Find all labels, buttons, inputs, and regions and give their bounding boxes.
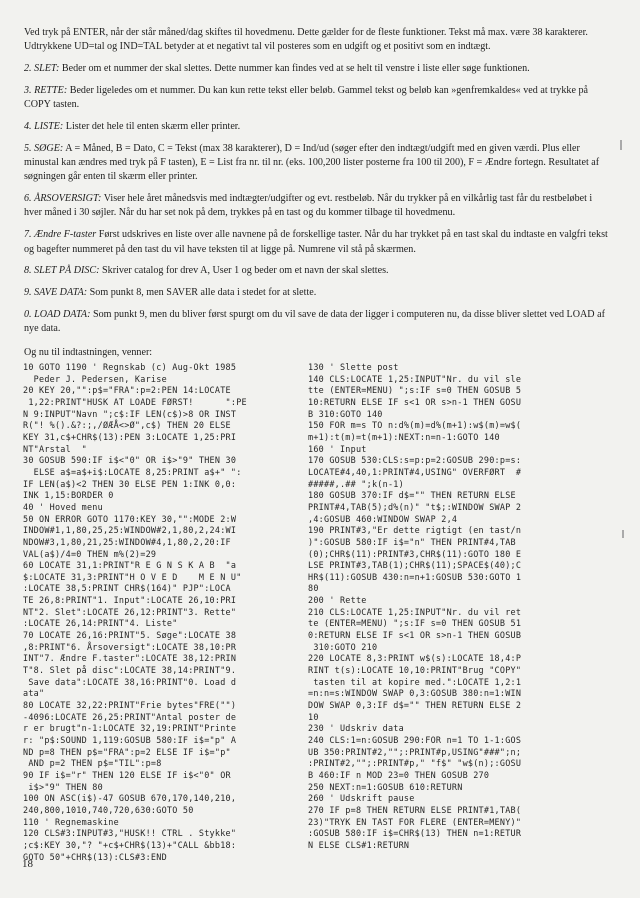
- item-label: 8. SLET PÅ DISC:: [24, 265, 100, 277]
- item-text: Først udskrives en liste over alle navnene på de forskellige taster. Når du har trykket på en tast skal du indtaste en valgfri tekst og bagefter nummeret på den tast du vil have teksten til at ligge på. Numrene vil stå på skærmen.: [24, 229, 608, 255]
- code-line: IF LEN(a$)<2 THEN 30 ELSE PEN 1:INK 0,0:: [23, 478, 237, 489]
- code-line: 240,800,1010,740,720,630:GOTO 50: [23, 804, 194, 815]
- code-line: :LOCATE 38,5:PRINT CHR$(164)" PJP":LOCA: [23, 583, 231, 594]
- code-line: 30 GOSUB 590:IF i$<"0" OR i$>"9" THEN 30: [23, 455, 237, 466]
- code-line: HR$(11):GOSUB 430:n=n+1:GOSUB 530:GOTO 1: [308, 571, 522, 582]
- code-line: tasten til at kopire med.":LOCATE 1,2:1: [308, 676, 522, 687]
- code-line: NT"2. Slet":LOCATE 26,12:PRINT"3. Rette": [23, 606, 237, 617]
- binding-mark: [620, 140, 622, 150]
- listing-intro: Og nu til indtastningen, venner:: [24, 346, 153, 358]
- code-listing-left: [23, 362, 247, 863]
- code-line: 150 FOR m=s TO n:d%(m)=d%(m+1):w$(m)=w$(: [308, 420, 522, 431]
- code-line: ,8:PRINT"6. Årsoversigt":LOCATE 38,10:PR: [23, 641, 237, 652]
- code-line: 110 ' Regnemaskine: [23, 816, 119, 827]
- code-line: INK 1,15:BORDER 0: [23, 490, 114, 501]
- code-line: 200 ' Rette: [308, 595, 367, 606]
- code-line: 100 ON ASC(i$)-47 GOSUB 670,170,140,210,: [23, 793, 237, 804]
- code-line: B 310:GOTO 140: [308, 408, 383, 419]
- item-text: Beder ligeledes om et nummer. Du kan kun rette tekst eller beløb. Gammel tekst og beløb kan »genfremkaldes« ved at trykke på COPY tasten.: [24, 84, 588, 111]
- code-line: 90 IF i$="r" THEN 120 ELSE IF i$<"0" OR: [23, 769, 231, 780]
- code-line: PRINT#4,TAB(5);d%(n)" "t$;:WINDOW SWAP 2: [308, 501, 522, 512]
- item-soege: [24, 142, 609, 185]
- code-line: 270 IF p=8 THEN RETURN ELSE PRINT#1,TAB(: [308, 804, 522, 815]
- article-text: [24, 26, 609, 367]
- code-line: ata": [23, 688, 45, 699]
- code-line: RINT t(s):LOCATE 10,10:PRINT"Brug "COPY": [308, 665, 522, 676]
- code-line: 250 NEXT:n=1:GOSUB 610:RETURN: [308, 781, 463, 792]
- item-text: Som punkt 8, men SAVER alle data i stedet for at slette.: [87, 287, 317, 299]
- code-line: INDOW#1,1,80,25,25:WINDOW#2,1,80,2,24:WI: [23, 525, 237, 536]
- item-rette: [24, 84, 609, 113]
- item-text: Lister det hele til enten skærm eller printer.: [63, 120, 241, 132]
- code-line: DOW SWAP 0,3:IF d$="" THEN RETURN ELSE 2: [308, 700, 522, 711]
- code-line: :GOSUB 580:IF i$=CHR$(13) THEN n=1:RETUR: [308, 828, 522, 839]
- code-line: 80: [308, 583, 319, 594]
- code-line: tte (ENTER=MENU) ";s:IF s=0 THEN GOSUB 5: [308, 385, 522, 396]
- item-aarsoversigt: [24, 192, 609, 221]
- code-line: 70 LOCATE 26,16:PRINT"5. Søge":LOCATE 38: [23, 630, 237, 641]
- item-label: 2. SLET:: [24, 63, 60, 75]
- code-line: 40 ' Hoved menu: [23, 501, 103, 512]
- item-save-data: [24, 286, 609, 300]
- code-line: 20 KEY 20,"":p$="FRA":p=2:PEN 14:LOCATE: [23, 385, 231, 396]
- page-number: 18: [22, 858, 33, 870]
- code-line: 310:GOTO 210: [308, 641, 378, 652]
- item-label: 9. SAVE DATA:: [24, 287, 88, 299]
- code-line: INT"7. Ændre F.taster":LOCATE 38,12:PRIN: [23, 653, 237, 664]
- code-line: 120 CLS#3:INPUT#3,"HUSK!! CTRL . Stykke": [23, 828, 237, 839]
- item-label: 0. LOAD DATA:: [24, 308, 91, 320]
- code-line: -4096:LOCATE 26,25:PRINT"Antal poster de: [23, 711, 237, 722]
- code-line: )":GOSUB 580:IF i$="n" THEN PRINT#4,TAB: [308, 536, 516, 547]
- item-text: Som punkt 9, men du bliver først spurgt om du vil save de data der ligger i computeren nu, da disse bliver slettet ved LOAD af nye data.: [24, 308, 605, 335]
- code-line: B 460:IF n MOD 23=0 THEN GOSUB 270: [308, 769, 490, 780]
- code-line: 140 CLS:LOCATE 1,25:INPUT"Nr. du vil sle: [308, 373, 522, 384]
- code-line: $:LOCATE 31,3:PRINT"H O V E D M E N U": [23, 571, 242, 582]
- item-text: Viser hele året månedsvis med indtægter/udgifter og evt. restbeløb. Når du trykker på en vilkårlig tast får du restbeløbet i hver måned i 30 søjler. Når du har set nok på dem, trykkes på en tast og du kommer tilbage til hovedmenu.: [24, 193, 593, 219]
- code-line: :PRINT#2,"";:PRINT#p," "f$" "w$(n);:GOSU: [308, 758, 522, 769]
- item-aendre-f-taster: [24, 228, 609, 257]
- code-line: 0:RETURN ELSE IF s<1 OR s>n-1 THEN GOSUB: [308, 630, 522, 641]
- code-line: =n:n=s:WINDOW SWAP 0,3:GOSUB 380:n=1:WIN: [308, 688, 522, 699]
- code-line: 160 ' Input: [308, 443, 367, 454]
- code-line: ,4:GOSUB 460:WINDOW SWAP 2,4: [308, 513, 458, 524]
- code-line: 240 CLS:1=n:GOSUB 290:FOR n=1 TO 1-1:GOS: [308, 735, 522, 745]
- code-line: ELSE a$=a$+i$:LOCATE 8,25:PRINT a$+" ":: [23, 466, 242, 477]
- code-line: KEY 31,c$+CHR$(13):PEN 3:LOCATE 1,25:PRI: [23, 431, 237, 442]
- code-line: r: "p$:SOUND 1,119:GOSUB 580:IF i$="p" A: [23, 735, 237, 745]
- code-line: 260 ' Udskrift pause: [308, 793, 415, 804]
- item-load-data: [24, 308, 609, 337]
- code-line: NDOW#3,1,80,21,25:WINDOW#4,1,80,2,20:IF: [23, 536, 231, 547]
- code-line: 10: [308, 711, 319, 722]
- code-line: 130 ' Slette post: [308, 362, 399, 372]
- item-liste: [24, 120, 609, 134]
- code-line: 1,22:PRINT"HUSK AT LOADE FØRST! ":PE: [23, 396, 247, 407]
- code-line: ;c$:KEY 30,"? "+c$+CHR$(13)+"CALL &bb18:: [23, 839, 237, 850]
- code-line: VAL(a$)/4=0 THEN m%(2)=29: [23, 548, 157, 559]
- intro-paragraph: Ved tryk på ENTER, når der står måned/dag skiftes til hovedmenu. Dette gælder for de fleste funktioner. Tekst må max. være 38 karakterer. Udtrykkene UD=tal og IND=TAL betyder at et negativt tal vil posteres som en udgift og et positivt som en indtægt.: [24, 27, 588, 53]
- code-line: ND p=8 THEN p$="FRA":p=2 ELSE IF i$="p": [23, 746, 231, 757]
- code-line: Peder J. Pedersen, Karise: [23, 373, 167, 384]
- code-line: (0);CHR$(11):PRINT#3,CHR$(11):GOTO 180 E: [308, 548, 522, 559]
- code-line: N ELSE CLS#1:RETURN: [308, 839, 410, 850]
- item-text: Skriver catalog for drev A, User 1 og beder om et navn der skal slettes.: [99, 265, 389, 277]
- code-line: 170 GOSUB 530:CLS:s=p:p=2:GOSUB 290:p=s:: [308, 455, 522, 466]
- code-line: 50 ON ERROR GOTO 1170:KEY 30,"":MODE 2:W: [23, 513, 237, 524]
- code-line: UB 350:PRINT#2,"";:PRINT#p,USING"###";n;: [308, 746, 522, 757]
- code-line: 10 GOTO 1190 ' Regnskab (c) Aug-Okt 1985: [23, 362, 237, 372]
- code-line: AND p=2 THEN p$="TIL":p=8: [23, 758, 162, 769]
- code-line: N 9:INPUT"Navn ";c$:IF LEN(c$)>8 OR INST: [23, 408, 237, 419]
- code-line: GOTO 50"+CHR$(13):CLS#3:END: [23, 851, 167, 862]
- code-line: 60 LOCATE 31,1:PRINT"R E G N S K A B "a: [23, 560, 237, 571]
- code-line: te (ENTER=MENU) ";s:IF s=0 THEN GOSUB 51: [308, 618, 522, 629]
- code-line: i$>"9" THEN 80: [23, 781, 103, 792]
- code-line: LSE PRINT#3,TAB(1);CHR$(11);SPACE$(40);C: [308, 560, 522, 571]
- code-line: T"8. Slet på disc":LOCATE 38,14:PRINT"9.: [23, 665, 237, 676]
- binding-mark: [622, 530, 624, 538]
- code-line: m+1):t(m)=t(m+1):NEXT:n=n-1:GOTO 140: [308, 431, 500, 442]
- code-line: TE 26,8:PRINT"1. Input":LOCATE 26,10:PRI: [23, 595, 237, 606]
- code-line: LOCATE#4,40,1:PRINT#4,USING" OVERFØRT #: [308, 466, 522, 477]
- code-line: 80 LOCATE 32,22:PRINT"Frie bytes"FRE(""): [23, 700, 237, 711]
- code-line: 190 PRINT#3,"Er dette rigtigt (en tast/n: [308, 525, 522, 536]
- code-line: 180 GOSUB 370:IF d$="" THEN RETURN ELSE: [308, 490, 516, 501]
- code-line: 23)"TRYK EN TAST FOR FLERE (ENTER=MENY)": [308, 816, 522, 827]
- item-slet: [24, 62, 609, 76]
- item-label: 7. Ændre F-taster: [24, 229, 97, 241]
- code-line: NT"Arstal ": [23, 443, 87, 454]
- code-line: R("! %().&?:;,/ØÆÅ<>Ø",c$) THEN 20 ELSE: [23, 420, 231, 431]
- code-line: 220 LOCATE 8,3:PRINT w$(s):LOCATE 18,4:P: [308, 653, 522, 664]
- code-line: Save data":LOCATE 38,16:PRINT"0. Load d: [23, 676, 237, 687]
- item-label: 6. ÅRSOVERSIGT:: [24, 193, 102, 205]
- item-text: Beder om et nummer der skal slettes. Dette nummer kan findes ved at se helt til venstre i liste eller søge funktionen.: [59, 63, 530, 75]
- item-label: 3. RETTE:: [24, 84, 68, 96]
- item-label: 4. LISTE:: [24, 120, 64, 132]
- code-line: 210 CLS:LOCATE 1,25:INPUT"Nr. du vil ret: [308, 606, 522, 617]
- code-line: r er brugt"n-1:LOCATE 32,19:PRINT"Printe: [23, 723, 237, 734]
- code-line: 10:RETURN ELSE IF s<1 OR s>n-1 THEN GOSU: [308, 396, 522, 407]
- item-slet-paa-disc: [24, 264, 609, 278]
- item-label: 5. SØGE:: [24, 142, 64, 154]
- code-line: 230 ' Udskriv data: [308, 723, 404, 734]
- code-listing-right: [308, 362, 521, 852]
- item-text: A = Måned, B = Dato, C = Tekst (max 38 karakterer), D = Ind/ud (søger efter den indtægt/udgift med en given værdi. Plus eller minustal kan ændres med tryk på F tasten), E = List fra nr. til nr. (eks. 100,200 lister posterne fra 100 til 200), F = Ændre fortegn. Resultatet af søgningen går enten til skærm eller printer.: [24, 142, 600, 183]
- code-line: #####,.## ";k(n-1): [308, 478, 404, 489]
- code-line: :LOCATE 26,14:PRINT"4. Liste": [23, 618, 178, 629]
